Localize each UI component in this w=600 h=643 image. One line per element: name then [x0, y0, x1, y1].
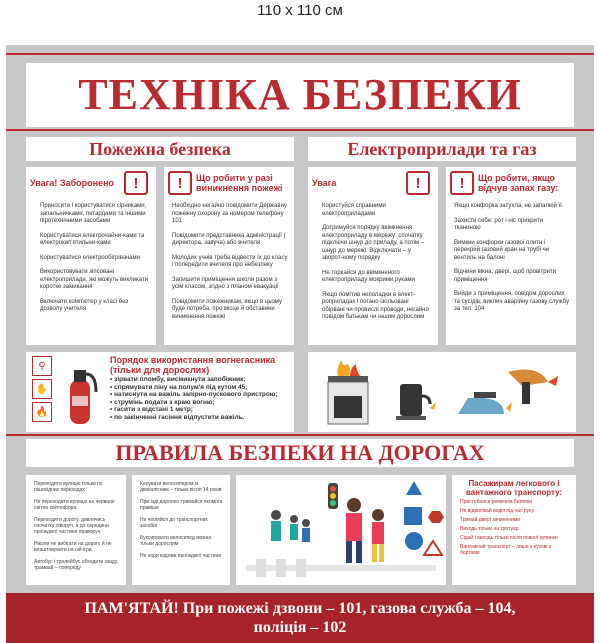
list-item: Не торкайся до ввімкненого електроприладу мокрими руками — [322, 269, 415, 283]
list-item: • струмінь подати з краю вогню; — [110, 398, 215, 406]
traffic-light-icon — [328, 483, 338, 509]
pedestrian-rules-list — [34, 481, 120, 577]
attention-title: Увага — [312, 178, 337, 188]
exclamation-icon: ! — [124, 171, 148, 195]
footer-line-1: ПАМ'ЯТАЙ! При пожежі дзвони – 101, газова служба – 104, — [84, 600, 516, 617]
list-item: Відчини вікна, двері, щоб провітрити приміщення — [454, 269, 557, 283]
list-item: • спрямувати піну на полум'я під кутом 45; — [110, 383, 248, 391]
list-item: Включати комп'ютер у класі без дозволу учителя — [40, 298, 129, 312]
passenger-rules-panel — [452, 475, 576, 585]
list-item: • гасити з відстані 1 метр; — [110, 406, 193, 414]
whattodo-list — [172, 203, 288, 328]
flame-icon: 🔥 — [32, 402, 52, 422]
list-item: Автобус і тролейбус обходити ззаду, трамвай – попереду — [34, 559, 119, 571]
forbidden-list — [40, 203, 150, 321]
list-item: Не переходити вулицю на червоне світло світлофора — [34, 499, 115, 511]
list-item: Пристебнися ременем безпеки — [460, 499, 533, 505]
list-item: Вимкни конфорки газової плити і перекрий газовий кран на трубі чи вентиль на балоні — [454, 239, 550, 261]
appliances-illustration — [308, 352, 576, 432]
extinguisher-title: Порядок використання вогнегасника (тільки для дорослих) — [110, 355, 276, 375]
list-item: Повідомити пожежникам, якщо в цьому буде потреба, про місце й обставини виникнення пожежі — [172, 298, 282, 320]
list-item: Сідай і виходь тільки після повної зупинки — [460, 535, 558, 541]
divider — [6, 53, 594, 55]
divider — [6, 129, 594, 131]
list-item: Переходити вулицю тільки по пішохідних переходах — [34, 481, 103, 493]
list-item: Користуватися електрообігрівачами — [40, 254, 140, 261]
list-item: Використовувати зіпсовані електроприлади, які можуть викликати коротке замикання — [40, 269, 149, 290]
list-item: Якщо помітив неполадки в елект-роприладах і погано ізольовані обірвані чи провислі проводи, негайно повідом батькам чи іншим дорослим — [322, 291, 429, 320]
list-item: Керувати велосипедом із двоколісним – тільки після 14 років — [140, 481, 222, 493]
extinguisher-panel — [26, 352, 294, 432]
list-item: Запишити приміщення школи разом з усім класом, згідно з планом евакуації — [172, 276, 279, 290]
extinguisher-list — [110, 376, 292, 422]
attention-panel — [308, 167, 438, 345]
fire-safety-heading: Пожежна безпека — [26, 137, 294, 161]
list-item: • по закінченні гасіння відпустити важіль. — [110, 413, 245, 421]
panel-header — [450, 171, 572, 195]
gas-title: Що робити, якщо відчув запах газу: — [478, 173, 559, 193]
safety-poster — [6, 45, 594, 643]
list-item: Молодих учнів треба відвести їх до класу і попередити вчителя про небезпеку — [172, 254, 288, 268]
pin-icon: ⚲ — [32, 356, 52, 376]
kettle-icon — [396, 384, 436, 420]
footer-line-2: поліція – 102 — [253, 619, 347, 636]
exclamation-icon: ! — [406, 171, 430, 195]
list-item: Тримай двері зачиненими — [460, 517, 521, 523]
poster-title: ТЕХНІКА БЕЗПЕКИ — [78, 70, 522, 119]
list-item: Буксирувати велосипед можна тільки дорослим — [140, 535, 212, 547]
list-item: Приносити і користуватися сірниками, запальничками, петардами та іншими піротехнічними засобами — [40, 203, 147, 224]
forbidden-panel — [26, 167, 156, 345]
title-bar — [26, 63, 574, 127]
exclamation-icon: ! — [450, 171, 474, 195]
list-item: Ніколи не вибігати на дорогу й не влаштовувати на ній ігри — [34, 541, 112, 553]
whattodo-panel — [164, 167, 294, 345]
list-item: Користуйся справними електроприладами — [322, 203, 386, 217]
list-item: Вийди з приміщення, повідом дорослих та сусідів, виклич аварійну газову службу за тел. 104 — [454, 291, 570, 312]
list-item: • натиснути на важіль запірно-пускового пристрою; — [110, 391, 278, 399]
gas-panel — [446, 167, 576, 345]
gas-list — [454, 203, 570, 321]
hairdryer-icon — [508, 370, 558, 404]
attention-list — [322, 203, 432, 329]
cyclist-rules-list — [140, 481, 224, 565]
iron-icon — [458, 392, 512, 414]
emergency-numbers-footer — [6, 593, 594, 643]
panel-header — [312, 171, 434, 195]
hand-icon: ✋ — [32, 379, 52, 399]
list-item: Дотримуйся порядку ввімкнення електроприладу в мережу: спочатку підключи шнур до приладу, а потім – шнур до мережі. Відключати – у зворот-ному порядку — [322, 225, 425, 261]
list-item: Необхідно негайно повідомити Державну пожежну охорону за номером телефону 101 — [172, 203, 287, 224]
list-item: Користуватися електрочайни-ками та електрокип'ятильни-ками — [40, 232, 145, 246]
passenger-title: Пасажирам легкового і вантажного транспорту: — [465, 479, 563, 497]
pedestrian-rules-panel — [26, 475, 126, 585]
list-item: Якщо конфорка затухла, не запалюй її — [454, 203, 562, 209]
cyclist-rules-panel — [132, 475, 230, 585]
panel-header — [168, 171, 290, 195]
list-item: Вантажний транспорт – лише у кузові з бортами — [460, 544, 552, 556]
passenger-rules-list — [460, 499, 570, 559]
road-safety-heading: ПРАВИЛА БЕЗПЕКИ НА ДОРОГАХ — [26, 439, 574, 467]
road-signs — [404, 481, 444, 555]
list-item: Не чіпляйся до транспортних засобів — [140, 517, 208, 529]
list-item: Захисти себе: рот і ніс прикрити тканиною — [454, 217, 544, 231]
family-figures — [271, 510, 310, 542]
stove-icon — [328, 360, 368, 424]
list-item: • зірвати пломбу, висмикнути запобіжник; — [110, 376, 246, 383]
list-item: Повідомити представника адміністрації ( директора, завуча) або вчителя — [172, 232, 286, 246]
whattodo-title: Що робити у разі виникнення пожежі — [196, 173, 283, 193]
list-item: Виходь тільки на тротуар — [460, 526, 519, 532]
pedestrian-figures — [346, 498, 384, 563]
exclamation-icon: ! — [168, 171, 192, 195]
fire-extinguisher-icon — [60, 362, 100, 428]
forbidden-title: Увага! Заборонено — [30, 178, 114, 188]
panel-header — [30, 171, 152, 195]
list-item: Не ходи вздовж проїжджої частини — [140, 553, 222, 559]
road-illustration-panel — [236, 475, 446, 585]
list-item: Переходити дорогу, дивлячись спочатку ліворуч, а до середини проїжджої частини праворуч — [34, 517, 109, 535]
divider — [6, 434, 594, 436]
list-item: При їзді дорогою тримайся якомога правіше — [140, 499, 223, 511]
step-icons — [32, 356, 54, 425]
appliances-panel — [308, 352, 576, 432]
road-illustration — [236, 475, 446, 585]
crosswalk — [246, 559, 436, 577]
list-item: Не відволікай водія під час руху — [460, 508, 535, 514]
electric-gas-heading: Електроприлади та газ — [308, 137, 576, 161]
size-caption: 110 х 110 см — [257, 2, 343, 19]
